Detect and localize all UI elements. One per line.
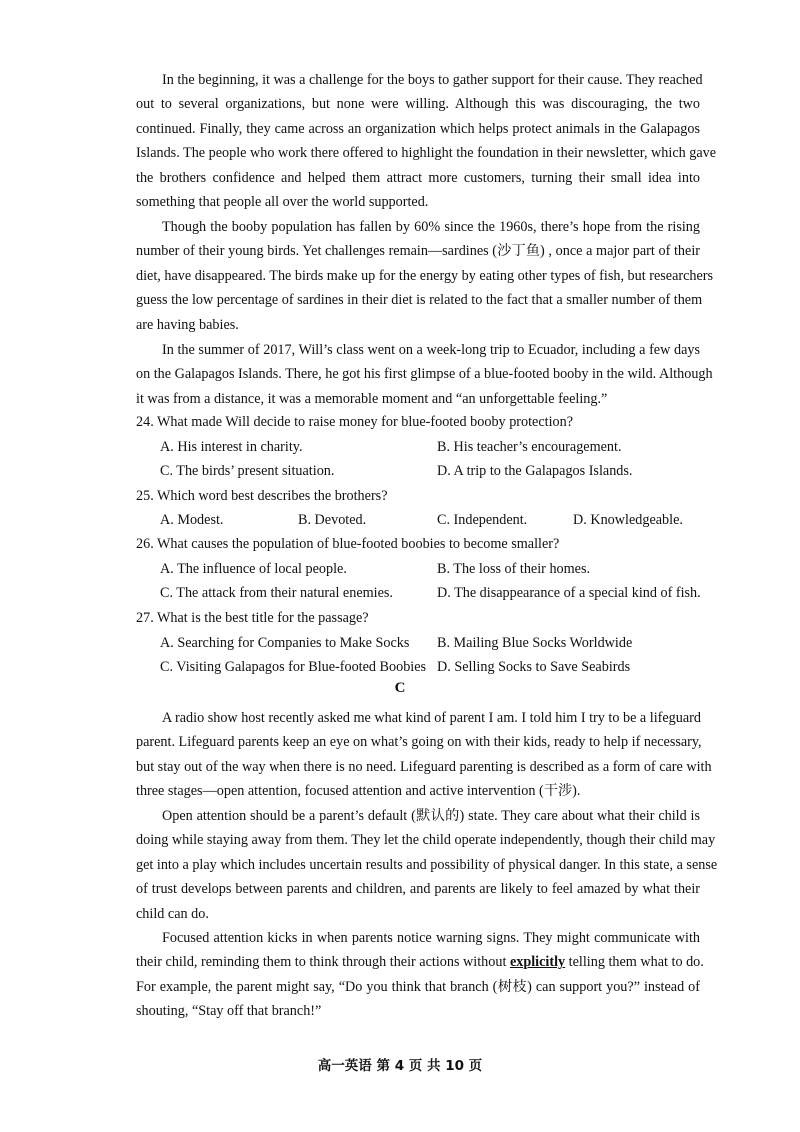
question-26-option-b: B. The loss of their homes.: [437, 561, 591, 577]
question-25-option-d: D. Knowledgeable.: [573, 512, 683, 528]
question-24-option-a: A. His interest in charity.: [160, 439, 303, 455]
question-25-option-a: A. Modest.: [160, 512, 224, 528]
text-line: shouting, “Stay off that branch!”: [136, 1003, 322, 1020]
question-27-option-d: D. Selling Socks to Save Seabirds: [437, 659, 631, 675]
passage-b-paragraph-3: [136, 338, 713, 411]
text-line: doing while staying away from them. They let the child operate independently, though their child may: [136, 832, 716, 849]
text-line: For example, the parent might say, “Do you think that branch (树枝) can support you?” instead of: [136, 978, 700, 995]
text-line: number of their young birds. Yet challenges remain—sardines (沙丁鱼) , once a major part of their: [136, 243, 700, 260]
question-25-option-c: C. Independent.: [437, 512, 528, 528]
text-line: something that people all over the world supported.: [136, 194, 429, 211]
question-24-option-d: D. A trip to the Galapagos Islands.: [437, 463, 633, 479]
question-27-option-b: B. Mailing Blue Socks Worldwide: [437, 635, 633, 651]
question-26-option-c: C. The attack from their natural enemies.: [160, 585, 393, 601]
text-line: Focused attention kicks in when parents notice warning signs. They might communicate with: [162, 930, 700, 946]
text-line: but stay out of the way when there is no need. Lifeguard parenting is described as a form of care with: [136, 758, 712, 775]
question-24-stem: 24. What made Will decide to raise money for blue-footed booby protection?: [136, 414, 574, 430]
passage-c-paragraph-3: [136, 926, 704, 1024]
text-line: are having babies.: [136, 316, 239, 333]
underlined-keyword: explicitly: [509, 954, 566, 971]
text-line: child can do.: [136, 905, 209, 922]
text-line: on the Galapagos Islands. There, he got his first glimpse of a blue-footed booby in the wild. Although: [136, 366, 713, 383]
text-line: Though the booby population has fallen by 60% since the 1960s, there’s hope from the rising: [162, 219, 700, 235]
text-line: continued. Finally, they came across an organization which helps protect animals in the Galapagos: [136, 120, 700, 137]
page-footer: 高一英语 第 4 页 共 10 页: [317, 1058, 483, 1074]
question-26-option-d: D. The disappearance of a special kind of fish.: [437, 585, 701, 601]
text-line: guess the low percentage of sardines in their diet is related to the fact that a smaller number of them: [136, 292, 703, 309]
text-line: parent. Lifeguard parents keep an eye on what’s going on with their kids, ready to help if necessary,: [136, 734, 702, 751]
text-segment: telling them what to do.: [565, 954, 704, 971]
text-line: out to several organizations, but none were willing. Although this was discouraging, the two: [136, 96, 700, 113]
passage-b-paragraph-1: [136, 68, 717, 214]
text-line: In the summer of 2017, Will’s class went on a week-long trip to Ecuador, including a few days: [162, 342, 700, 358]
text-line: Islands. The people who work there offered to highlight the foundation in their newsletter, which gave: [136, 145, 717, 162]
text-line: [136, 950, 704, 974]
text-line: it was from a distance, it was a memorable moment and “an unforgettable feeling.”: [136, 390, 608, 407]
text-segment: their child, reminding them to think through their actions without: [136, 954, 510, 971]
question-26-stem: 26. What causes the population of blue-footed boobies to become smaller?: [136, 536, 560, 552]
text-line: the brothers confidence and helped them attract more customers, turning their small idea into: [136, 169, 700, 186]
text-line: of trust develops between parents and children, and parents are likely to feel amazed by what their: [136, 881, 700, 898]
question-27-stem: 27. What is the best title for the passage?: [136, 610, 369, 626]
question-25-option-b: B. Devoted.: [298, 512, 367, 528]
question-24-option-c: C. The birds’ present situation.: [160, 463, 335, 479]
question-27-option-a: A. Searching for Companies to Make Socks: [160, 635, 410, 651]
text-line: A radio show host recently asked me what kind of parent I am. I told him I try to be a lifeguard: [162, 710, 701, 726]
passage-b-paragraph-2: [136, 215, 714, 337]
text-line: In the beginning, it was a challenge for the boys to gather support for their cause. They reached: [162, 72, 703, 88]
section-heading: C: [394, 680, 406, 696]
question-24-option-b: B. His teacher’s encouragement.: [437, 439, 622, 455]
text-line: get into a play which includes uncertain results and possibility of physical danger. In this state, a sense: [136, 856, 718, 873]
text-line: Open attention should be a parent’s default (默认的) state. They care about what their child is: [162, 808, 700, 824]
question-25-stem: 25. Which word best describes the brothers?: [136, 488, 388, 504]
passage-c-paragraph-2: [136, 804, 718, 926]
passage-c-paragraph-1: [136, 706, 712, 804]
text-line: three stages—open attention, focused attention and active intervention (干涉).: [136, 783, 581, 800]
question-27-option-c: C. Visiting Galapagos for Blue-footed Boobies: [160, 659, 427, 675]
question-26-option-a: A. The influence of local people.: [160, 561, 347, 577]
text-line: diet, have disappeared. The birds make up for the energy by eating other types of fish, but researchers: [136, 267, 714, 284]
